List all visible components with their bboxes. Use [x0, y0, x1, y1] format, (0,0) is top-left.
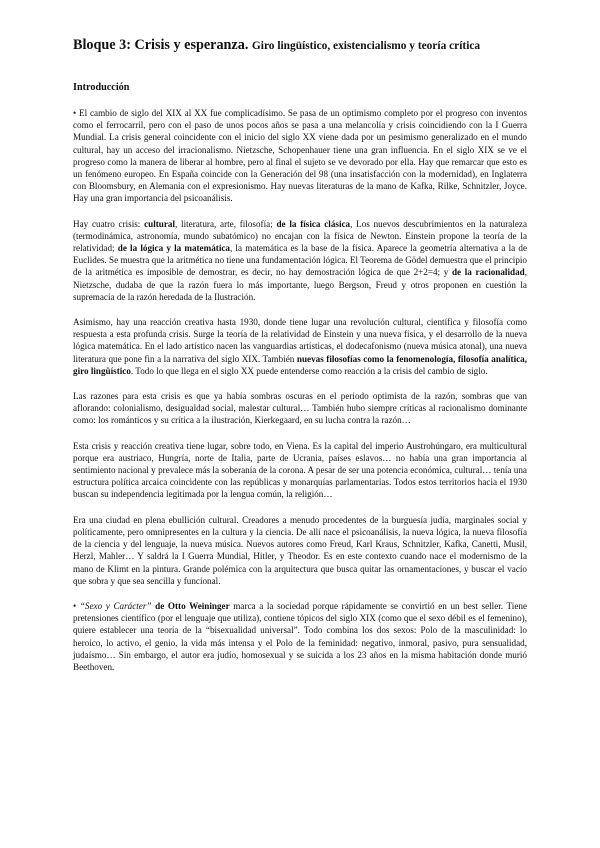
paragraph-2-text: , Los nuevos descubrimientos en la naturaleza (termodinámica, astronomía, mundo subatómico) no encajan con la física de Newton. Einstein propone la teoría de la relatividad; [73, 218, 527, 254]
paragraph-2-text: , la matemática es la base de la física. Aparece la geometría alternativa a la de Euclides. Se muestra que la aritmética no tiene una fundamentación lógica. El Teorema de Gödel demuestra que el principio de la aritmética es imposible de demostrar, es decir, no hay demostración lógica de que 2+2=4; y [73, 243, 527, 278]
paragraph-2-text: , literatura, arte, filosofía; [175, 218, 277, 229]
paragraph-7 [73, 600, 527, 673]
document-title [73, 36, 527, 55]
bullet: • [73, 108, 77, 118]
paragraph-3 [73, 316, 527, 377]
bullet: • [73, 600, 77, 611]
paragraph-2-bold: de la lógica y la matemática [117, 243, 230, 254]
paragraph-3-text: . Todo lo que llega en el siglo XX puede entenderse como reacción a la crisis del cambio de siglo. [130, 365, 488, 376]
paragraph-1 [73, 107, 527, 205]
paragraph-2-text: Hay cuatro crisis: [73, 218, 145, 229]
title-main: Bloque 3: Crisis y esperanza. [73, 37, 249, 53]
paragraph-6: Era una ciudad en plena ebullición cultural. Creadores a menudo procedentes de la burguesía judía, marginales social y políticamente, pero omnipresentes en la cultura y la ciencia. De allí nace el psicoanálisis, la nueva lógica, la nueva filosofía de la ciencia y del lenguaje, la nueva música. Nuevos autores como Freud, Karl Kraus, Schnitzler, Kafka, Canetti, Musil, Herzl, Mahler… Y saldrá la I Guerra Mundial, Hitler, y Theodor. Es en este contexto cuando nace el modernismo de la mano de Klimt en la pintura. Grande polémica con la arquitectura que busca quitar las ornamentaciones, y buscar el vacío que sobra y que sea sencilla y funcional. [73, 514, 527, 586]
paragraph-1-text: El cambio de siglo del XIX al XX fue complicadísimo. Se pasa de un optimismo completo por el progreso con inventos como el ferrocarril, pero con el paso de unos pocos años se pasa a una melancolía y crisis coincidiendo con la I Guerra Mundial. La crisis general coincidente con el inicio del siglo XX viene dada por un pesimismo generalizado en el mundo cultural, hay un acceso del irracionalismo. Nietzsche, Schopenhauer tiene una gran influencia. En el siglo XIX se ve el progreso como la manera de liberar al hombre, pero al final el sujeto se ve devorado por ella. Hay que remarcar que esto es un fenómeno europeo. En España coincide con la Generación del 98 (una insatisfacción con la modernidad), en Inglaterra con Bloomsbury, en Alemania con el expresionismo. Hay nuevas literaturas de la mano de Kafka, Rilke, Schnitzler, Joyce. Hay una gran importancia del psicoanálisis. [73, 108, 527, 204]
paragraph-2 [73, 218, 527, 303]
paragraph-2-bold: de la racionalidad [451, 267, 525, 278]
paragraph-3-text: Asimismo, hay una reacción creativa hasta 1930, donde tiene lugar una revolución cultural, científica y filosofía como respuesta a esta profunda crisis. Surge la teoría de la relatividad de Einstein y una nueva física, y el desarrollo de la nueva lógica matemática. En el lado artístico nacen las vanguardias artísticas, el dodecafonismo (nueva música atonal), una nueva literatura que pone fin a la narrativa del siglo XIX. También [73, 317, 527, 364]
book-title: “Sexo y Carácter” [79, 600, 152, 611]
paragraph-3-bold: nuevas filosofías como la fenomenología, filosofía analítica, giro lingüístico [73, 353, 528, 376]
paragraph-5: Esta crisis y reacción creativa tiene lugar, sobre todo, en Viena. Es la capital del imperio Austrohúngaro, era multicultural porque era austriaco, Hungría, norte de Italia, parte de Ucrania, países eslavos… no había una gran importancia al sentimiento nacional y prevalece más la soberanía de la corona. A pesar de ser una potencia económica, cultural… tenía una estructura política arcaica coincidente con las repúblicas y monarquías parlamentarias. Todos estos territorios hacia el 1930 buscan su independencia legitimada por la lengua común, la religión… [73, 440, 527, 500]
paragraph-2-text: , Nietzsche, dudaba de que la razón fuera lo más importante, luego Bergson, Freud y otros proponen en cuestión la supremacía de la razón heredada de la Ilustración. [73, 267, 528, 302]
title-subtitle: Giro lingüístico, existencialismo y teoría crítica [251, 40, 481, 52]
section-heading: Introducción [73, 82, 130, 93]
paragraph-2-bold: cultural [144, 218, 176, 229]
book-author: de Otto Weininger [151, 600, 230, 611]
paragraph-2-bold: de la física clásica [276, 218, 351, 229]
paragraph-7-text: marca a la sociedad porque rápidamente se convirtió en un best seller. Tiene pretensiones científico (por el lenguaje que utiliza), contiene tópicos del siglo XIX (como que el sexo débil es el femenino), quiere establecer una teoría de la “bisexualidad universal”. Todo combina los dos sexos: Polo de la masculinidad: lo heroico, lo activo, el genio, la vida más intensa y el Polo de la feminidad: negativo, inmoral, pasivo, pura sensualidad, judaísmo… Sin embargo, el autor era judío, homosexual y se suicida a los 23 años en la misma habitación donde murió Beethoven. [73, 600, 527, 672]
paragraph-4: Las razones para esta crisis es que ya había sombras oscuras en el periodo optimista de la razón, sombras que van aflorando: colonialismo, desigualdad social, malestar cultural… También hubo siempre críticas al racionalismo dominante como: los románticos y su crítica a la ilustración, Kierkegaard, en su lucha contra la razón… [73, 391, 527, 426]
